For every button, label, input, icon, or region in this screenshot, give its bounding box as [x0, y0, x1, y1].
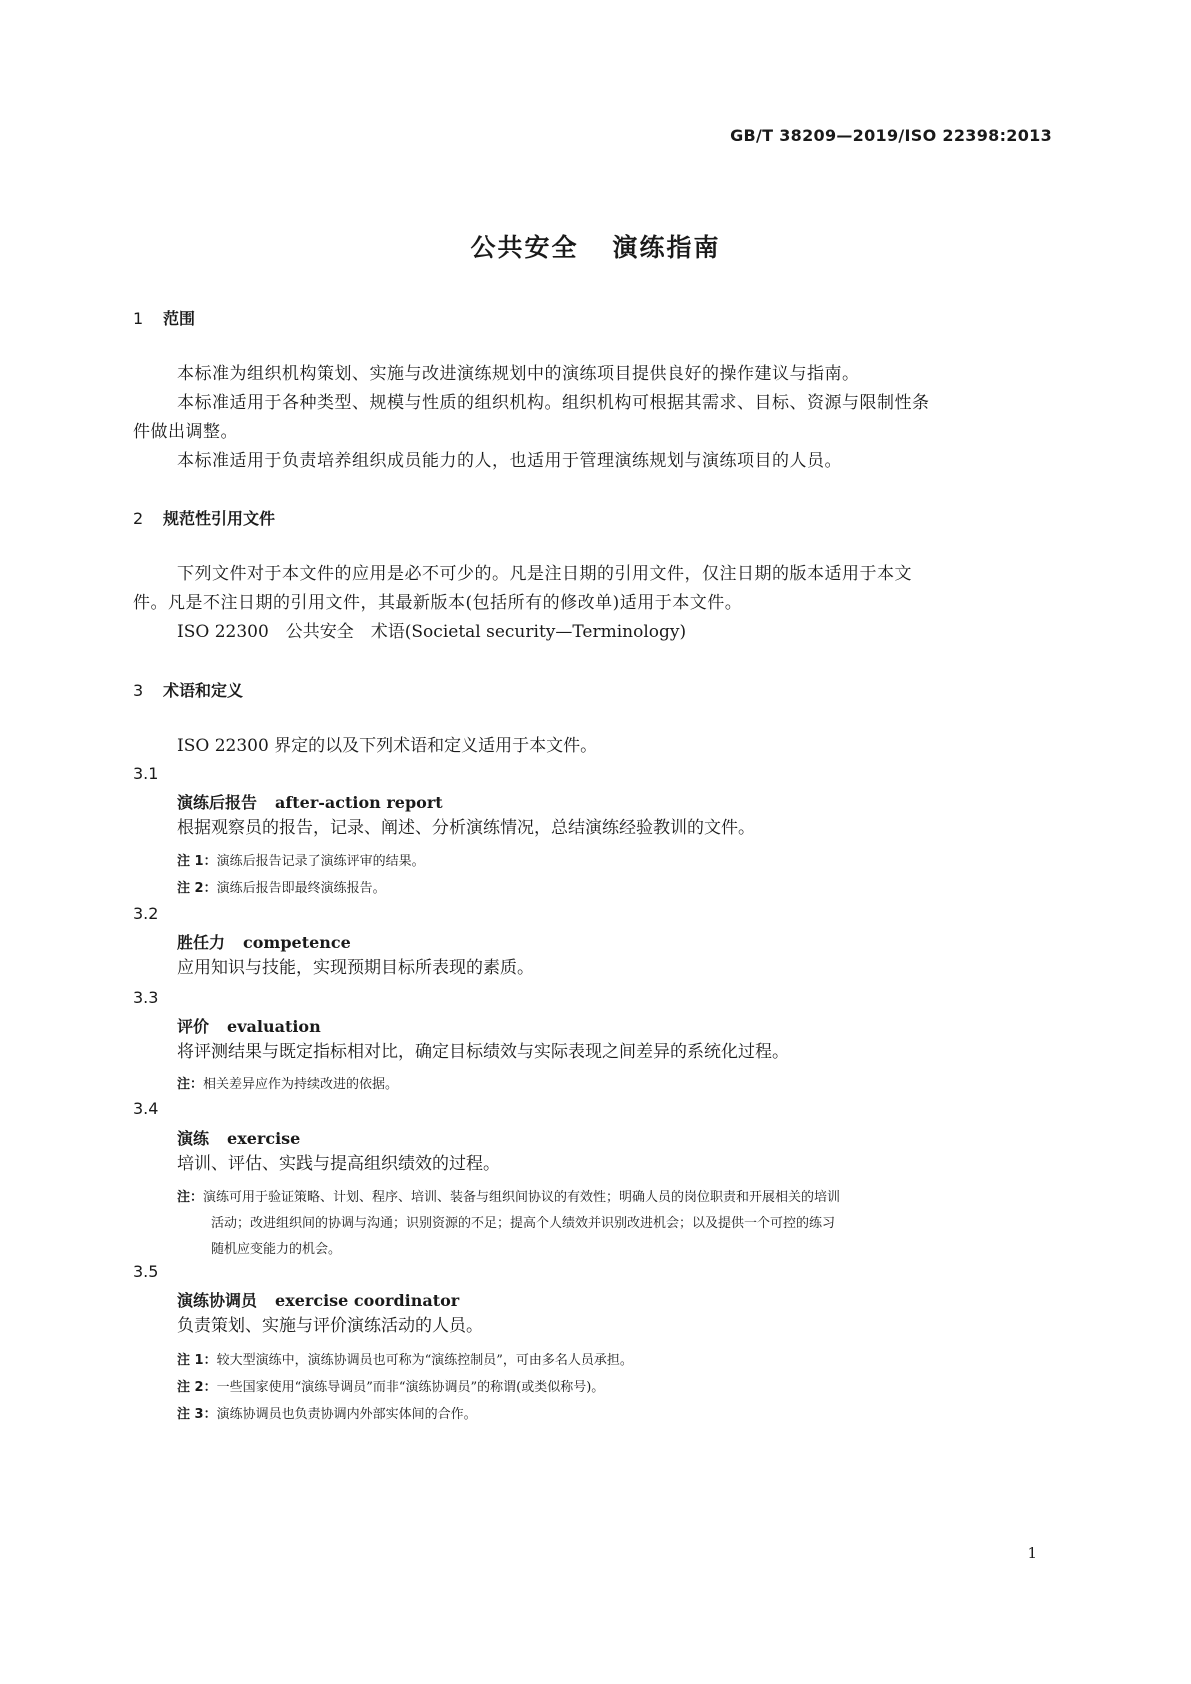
section-heading-terms-definitions: 3 术语和定义 [133, 681, 244, 700]
term-definition: 培训、评估、实践与提高组织绩效的过程。 [177, 1154, 500, 1174]
document-title [0, 228, 1191, 264]
note: 注 1：演练后报告记录了演练评审的结果。 [177, 854, 425, 869]
term-number: 3.3 [133, 988, 159, 1007]
term-number: 3.5 [133, 1262, 159, 1281]
paragraph: 本标准适用于各种类型、规模与性质的组织机构。组织机构可根据其需求、目标、资源与限制性条 [177, 393, 930, 413]
title-part-2: 演练指南 [612, 233, 721, 262]
paragraph-continuation: 件做出调整。 [133, 422, 238, 442]
term-definition: 将评测结果与既定指标相对比，确定目标绩效与实际表现之间差异的系统化过程。 [177, 1042, 789, 1062]
note-continuation: 活动；改进组织间的协调与沟通；识别资源的不足；提高个人绩效并识别改进机会；以及提供一个可控的练习 [211, 1216, 836, 1231]
paragraph: ISO 22300 界定的以及下列术语和定义适用于本文件。 [177, 736, 598, 756]
term-definition: 负责策划、实施与评价演练活动的人员。 [177, 1316, 483, 1336]
note: 注 2：一些国家使用“演练导调员”而非“演练协调员”的称谓(或类似称号)。 [177, 1380, 605, 1395]
paragraph: 本标准为组织机构策划、实施与改进演练规划中的演练项目提供良好的操作建议与指南。 [177, 364, 860, 384]
title-part-1: 公共安全 [470, 233, 579, 262]
note: 注 3：演练协调员也负责协调内外部实体间的合作。 [177, 1407, 477, 1422]
term-number: 3.2 [133, 904, 159, 923]
paragraph-continuation: 件。凡是不注日期的引用文件，其最新版本(包括所有的修改单)适用于本文件。 [133, 593, 743, 613]
term-title: 胜任力 competence [177, 933, 351, 952]
section-heading-scope: 1 范围 [133, 309, 196, 328]
term-title: 演练协调员 exercise coordinator [177, 1291, 460, 1310]
paragraph: 下列文件对于本文件的应用是必不可少的。凡是注日期的引用文件，仅注日期的版本适用于本文 [177, 564, 912, 584]
term-number: 3.4 [133, 1099, 159, 1118]
section-heading-normative-references: 2 规范性引用文件 [133, 509, 276, 528]
note: 注：相关差异应作为持续改进的依据。 [177, 1077, 399, 1092]
paragraph: 本标准适用于负责培养组织成员能力的人，也适用于管理演练规划与演练项目的人员。 [177, 451, 842, 471]
standard-code: GB/T 38209—2019/ISO 22398:2013 [730, 126, 1052, 145]
term-title: 演练 exercise [177, 1129, 301, 1148]
term-title: 演练后报告 after-action report [177, 793, 443, 812]
reference-entry: ISO 22300 公共安全 术语(Societal security—Terminology) [177, 622, 687, 642]
note: 注：演练可用于验证策略、计划、程序、培训、装备与组织间协议的有效性；明确人员的岗位职责和开展相关的培训 [177, 1190, 841, 1205]
term-definition: 根据观察员的报告，记录、阐述、分析演练情况，总结演练经验教训的文件。 [177, 818, 755, 838]
note-continuation: 随机应变能力的机会。 [211, 1242, 342, 1257]
note: 注 1：较大型演练中，演练协调员也可称为“演练控制员”，可由多名人员承担。 [177, 1353, 633, 1368]
term-title: 评价 evaluation [177, 1017, 321, 1036]
term-number: 3.1 [133, 764, 159, 783]
page-number: 1 [1027, 1544, 1037, 1562]
term-definition: 应用知识与技能，实现预期目标所表现的素质。 [177, 958, 534, 978]
note: 注 2：演练后报告即最终演练报告。 [177, 881, 386, 896]
